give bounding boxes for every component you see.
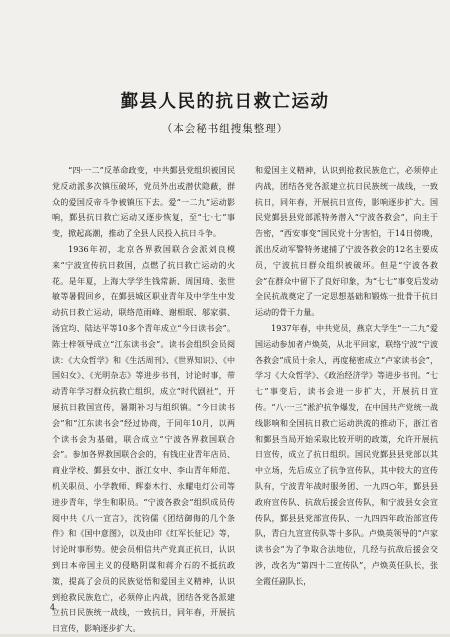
article-subtitle: （本会秘书组搜集整理）: [161, 123, 289, 135]
paragraph: 1936年初，北京各界救国联合会派刘良模来“宁波宣传抗日救国，点燃了抗日救亡运动的火花。是年夏，上海大学学生钱常新、周国琦、张世敏等暑假回乡，在鄞县城区职业青年及中学生中发动抗日救亡运动，联络范雨峰、谢相珉、邬家骐、汤宜均、陆达平等10多个青年成立“今日读书会”。陈士梓领导成立“江东读书会”。读书会组织会员阅读：《大众哲学》和《生活周刊》、《世界知识》、《中国妇女》、《光明杂志》等进步书刊，讨论时事，带动青年学习群众抗救亡组织，成立“时代剧社”，开展抗日救国宣传，暑期补习与组织镇。“今日读书会”和“江东读书会”经过协商，于同年10月，以两个读书会为基础，联合成立“宁波各界救国联合会”。参加各界救国联合会的，有钱庄业青年店员、商业学校、鄞县女中、浙江女中、李山青年师范、机关职员、小学教师、辉泰木行、永耀电灯公司等进步青年，学生和职员。“宁波各救会”组织成员传阅中共《八一宣言》，沈钧儒《团结御侮的几个条件》和《国中意图》，以及由印《红军长征记》等，讨论时事形势。使会员相信共产党真正抗日，认识到日本帝国主义的侵略阴谋和蒋介石的不抵抗政策，提高了会员的民族觉悟和爱国主义精神，认识到抢救民族危亡，必须停止内战，团结各党各派建立抗日民族统一战线，一致抗日，同年春，开展抗日宣传，影响逐步扩大。: [52, 244, 235, 634]
paragraph: 1937年春，中共党员，燕京大学生“一二九”爱国运动参加者卢焕英，从北平回家，联络宁波“宁波各救会”成员十余人，再度秘密成立“卢家读书会”，学习《大众哲学》、《政治经济学》等进步书刊。“七七”事变后，读书会进一步扩大，开展抗日宣传。“八·一三”淞沪抗争爆发，在中国共产党统一战线影响和全国抗日救亡运动洪流的推动下，浙江省和鄞县当局开始采取比较开明的政策，允许开展抗日宣传，成立了抗日组织。国民党鄞县县党部以其中立场，先后成立了抗争宣传队，其中较大的宣传队有，宁波青年战时服务团、一九四○年，鄞县县政府宣传队、抗敌后援会宣传队，和宁波县女会宣传队，鄞县县党部宣传队、一九四四年政治部宣传队，青白九宣宣传队等十多队。卢焕英领导的“卢家读书会”为了争取合法地位，几经与抗敌后援会交涉，改名为“第四十二宣传队”，卢焕英任队长，张全霞任副队长，: [255, 323, 438, 586]
page-number: 4: [50, 603, 56, 612]
paragraph: “四·一二”反革命政变，中共鄞县党组织被国民党反动派多次镇压破坏，党员外出或潜伏隐蔽，群众的爱国反帝斗争被镇压下去。爱“一二九”运动影响，鄞县抗日救亡运动又逐步恢复，至“七·七”事变，掀起高潮，推动了全县人民投入抗日斗争。: [52, 166, 235, 239]
article-title: 鄞县人民的抗日救亡运动: [120, 92, 330, 112]
paragraph: 和爱国主义精神，认识到抢救民族危亡，必须停止内战，团结各党各派建立抗日民族统一战线，一致抗日，同年春，开展抗日宣传，影响逐步扩大。国民党鄞县县党部派特务潜入“宁波各救会”，向主于告密，“西安事变”国民党十分害怕，于14日傍晚，派出反动军警特务逮捕了宁波各救会的12名主要成员，宁波抗日群众组织被破坏。但是“宁波各救会”在群众中留下了良好印象，为“七七”事变后发动全民抗战奠定了一定思想基础和锻炼一批骨干抗日运动的骨干力量。: [255, 166, 438, 318]
left-text-column: [52, 163, 235, 637]
right-text-column: [255, 163, 438, 590]
